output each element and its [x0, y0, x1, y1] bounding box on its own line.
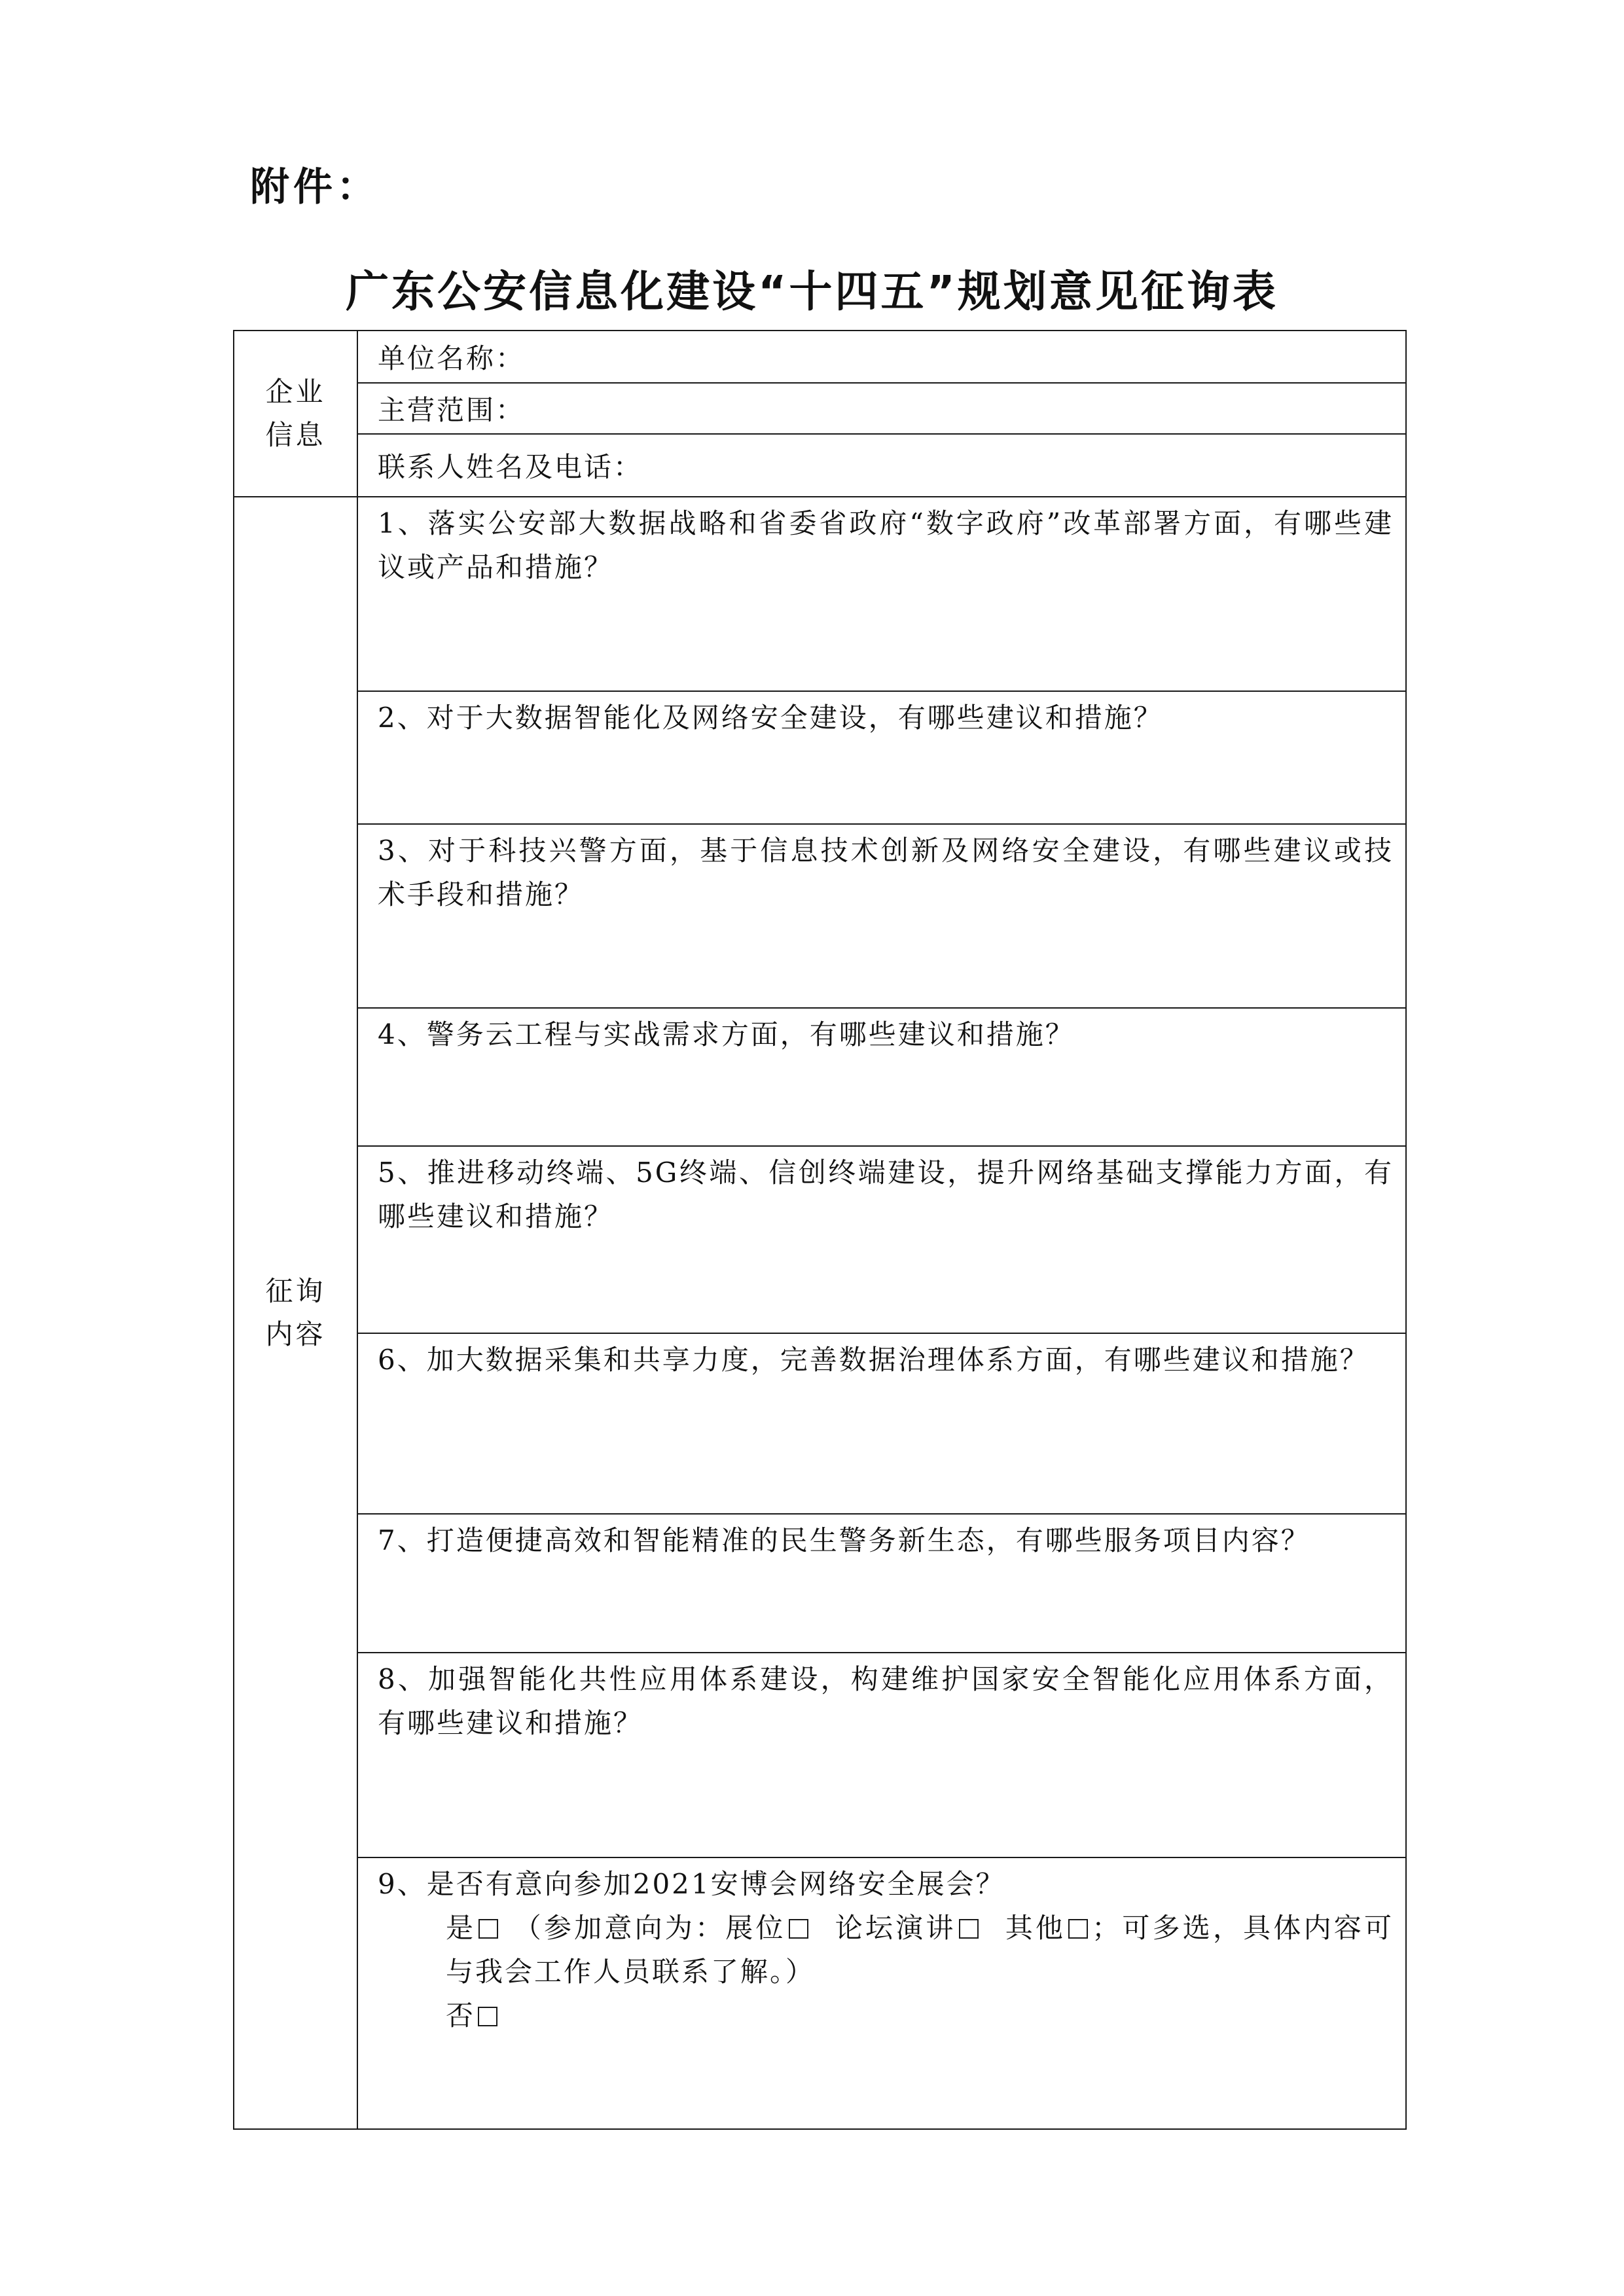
question-row-1	[234, 497, 1406, 691]
no-checkbox[interactable]	[478, 2007, 497, 2026]
question-cell-1[interactable]	[357, 497, 1406, 691]
question-text-7: 7、打造便捷高效和智能精准的民生警务新生态，有哪些服务项目内容？	[378, 1524, 1310, 1556]
question-row-7	[234, 1514, 1406, 1653]
page-title: 广东公安信息化建设“十四五”规划意见征询表	[346, 266, 1278, 317]
business-scope-label: 主营范围：	[378, 394, 526, 426]
question-row-2	[234, 691, 1406, 824]
business-scope-row	[234, 383, 1406, 434]
question-row-6	[234, 1333, 1406, 1514]
company-name-label: 单位名称：	[378, 342, 526, 374]
question-text-9: 9、是否有意向参加2021安博会网络安全展会？	[378, 1868, 1005, 1900]
question-cell-9	[357, 1857, 1406, 2129]
question-row-5	[234, 1146, 1406, 1333]
contact-row	[234, 434, 1406, 497]
question-text-1: 1、落实公安部大数据战略和省委省政府“数字政府”改革部署方面，有哪些建议或产品和措施？	[378, 507, 1394, 583]
question-cell-2[interactable]	[357, 691, 1406, 824]
question-cell-8[interactable]	[357, 1653, 1406, 1857]
multi-select-note: ；可多选，具体内容可与我会工作人员联系了解。）	[446, 1912, 1394, 1988]
question-text-6: 6、加大数据采集和共享力度，完善数据治理体系方面，有哪些建议和措施？	[378, 1344, 1369, 1376]
company-name-field[interactable]	[357, 331, 1406, 383]
question-text-2: 2、对于大数据智能化及网络安全建设，有哪些建议和措施？	[378, 702, 1163, 734]
question-text-8: 8、加强智能化共性应用体系建设，构建维护国家安全智能化应用体系方面，有哪些建议和措施？	[378, 1663, 1394, 1739]
question-row-8	[234, 1653, 1406, 1857]
question-cell-5[interactable]	[357, 1146, 1406, 1333]
question-text-4: 4、警务云工程与实战需求方面，有哪些建议和措施？	[378, 1018, 1075, 1050]
other-checkbox[interactable]	[1068, 1919, 1088, 1939]
question-row-3	[234, 824, 1406, 1008]
no-label: 否	[446, 2000, 476, 2032]
attachment-label: 附件：	[250, 164, 380, 210]
question-row-4	[234, 1008, 1406, 1146]
contact-label: 联系人姓名及电话：	[378, 451, 643, 483]
question-text-5: 5、推进移动终端、5G终端、信创终端建设，提升网络基础支撑能力方面，有哪些建议和措施？	[378, 1157, 1394, 1232]
business-scope-field[interactable]	[357, 383, 1406, 434]
question-cell-4[interactable]	[357, 1008, 1406, 1146]
question-text-3: 3、对于科技兴警方面，基于信息技术创新及网络安全建设，有哪些建议或技术手段和措施？	[378, 834, 1394, 910]
yes-label: 是	[446, 1912, 477, 1944]
intent-prefix: （参加意向为：	[513, 1912, 726, 1944]
contact-field[interactable]	[357, 434, 1406, 497]
forum-checkbox[interactable]	[959, 1919, 979, 1939]
booth-checkbox[interactable]	[789, 1919, 808, 1939]
question-cell-7[interactable]	[357, 1514, 1406, 1653]
option-booth-label: 展位	[725, 1912, 786, 1944]
inquiry-section-label	[234, 497, 357, 2129]
question-cell-6[interactable]	[357, 1333, 1406, 1514]
q9-yes-line	[378, 1906, 1394, 1994]
question-cell-3[interactable]	[357, 824, 1406, 1008]
yes-checkbox[interactable]	[478, 1919, 498, 1939]
option-forum-label: 论坛演讲	[835, 1912, 956, 1944]
inquiry-label: 征询内容	[265, 1275, 326, 1350]
survey-form-table	[233, 330, 1407, 2130]
option-other-label: 其他	[1005, 1912, 1066, 1944]
company-name-row	[234, 331, 1406, 383]
company-info-section-label	[234, 331, 357, 497]
q9-no-line	[378, 1994, 1394, 2037]
company-info-label: 企业信息	[265, 376, 326, 451]
question-row-9	[234, 1857, 1406, 2129]
